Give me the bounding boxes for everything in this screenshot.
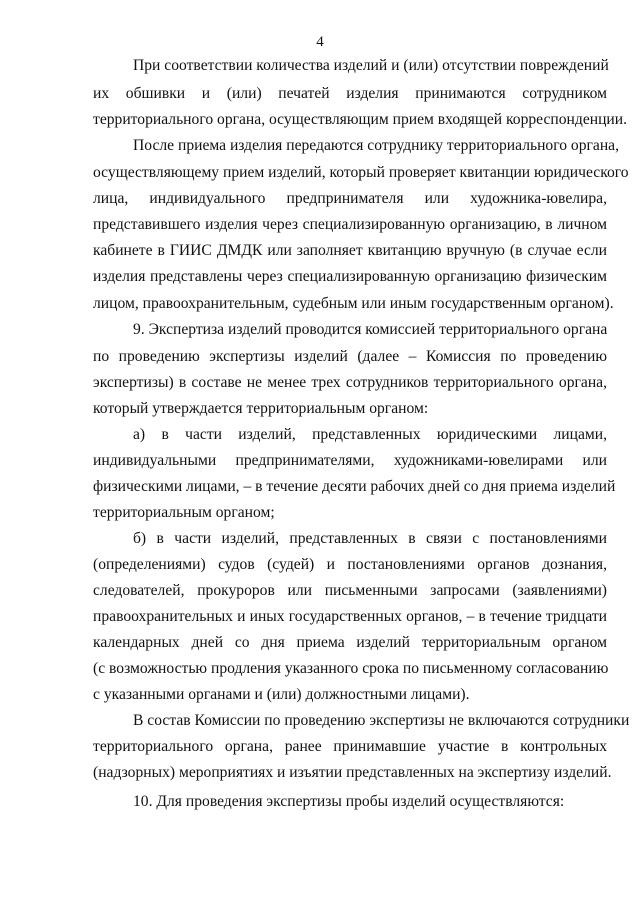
text-line: их обшивки и (или) печатей изделия принимаются сотрудником (93, 85, 607, 102)
text-line: кабинете в ГИИС ДМДК или заполняет квитанцию вручную (в случае если (93, 242, 607, 259)
text-line: (надзорных) мероприятиях и изъятии представленных на экспертизу изделий. (93, 764, 612, 781)
text-line: лицом, правоохранительным, судебным или иным государственным органом). (93, 295, 614, 312)
text-line: территориального органа, осуществляющим прием входящей корреспонденции. (93, 111, 628, 128)
text-line: который утверждается территориальным органом: (93, 400, 429, 417)
text-line: а) в части изделий, представленных юридическими лицами, (133, 426, 607, 443)
text-line: экспертизы) в составе не менее трех сотрудников территориального органа, (93, 374, 607, 391)
text-line: 9. Экспертиза изделий проводится комиссией территориального органа (133, 321, 608, 338)
text-line: После приема изделия передаются сотруднику территориального органа, (133, 137, 620, 154)
text-line: физическими лицами, – в течение десяти рабочих дней со дня приема изделий (93, 478, 616, 495)
text-line: (с возможностью продления указанного срока по письменному согласованию (93, 660, 609, 677)
text-line: В состав Комиссии по проведению экспертизы не включаются сотрудники (133, 712, 630, 729)
text-line: территориальным органом; (93, 504, 275, 521)
text-line: лица, индивидуального предпринимателя или художника-ювелира, (93, 190, 607, 207)
text-line: осуществляющему прием изделий, который проверяет квитанции юридического (93, 164, 629, 181)
text-line: При соответствии количества изделий и (или) отсутствии повреждений (133, 57, 609, 74)
text-line: представившего изделия через специализированную организацию, в личном (93, 216, 607, 233)
text-line: (определениями) судов (судей) и постановлениями органов дознания, (93, 556, 607, 573)
text-line: изделия представлены через специализированную организацию физическим (93, 268, 607, 285)
text-line: по проведению экспертизы изделий (далее – Комиссия по проведению (93, 348, 607, 365)
text-line: правоохранительных и иных государственных органов, – в течение тридцати (93, 608, 607, 625)
text-line: территориального органа, ранее принимавшие участие в контрольных (93, 738, 607, 755)
page-number: 4 (316, 34, 324, 50)
text-line: 10. Для проведения экспертизы пробы изделий осуществляются: (133, 793, 565, 810)
text-line: индивидуальными предпринимателями, художниками-ювелирами или (93, 452, 607, 469)
text-line: б) в части изделий, представленных в связи с постановлениями (133, 530, 607, 547)
text-line: с указанными органами и (или) должностными лицами). (93, 686, 470, 703)
text-line: календарных дней со дня приема изделий территориальным органом (93, 634, 607, 651)
text-line: следователей, прокуроров или письменными запросами (заявлениями) (93, 582, 607, 599)
